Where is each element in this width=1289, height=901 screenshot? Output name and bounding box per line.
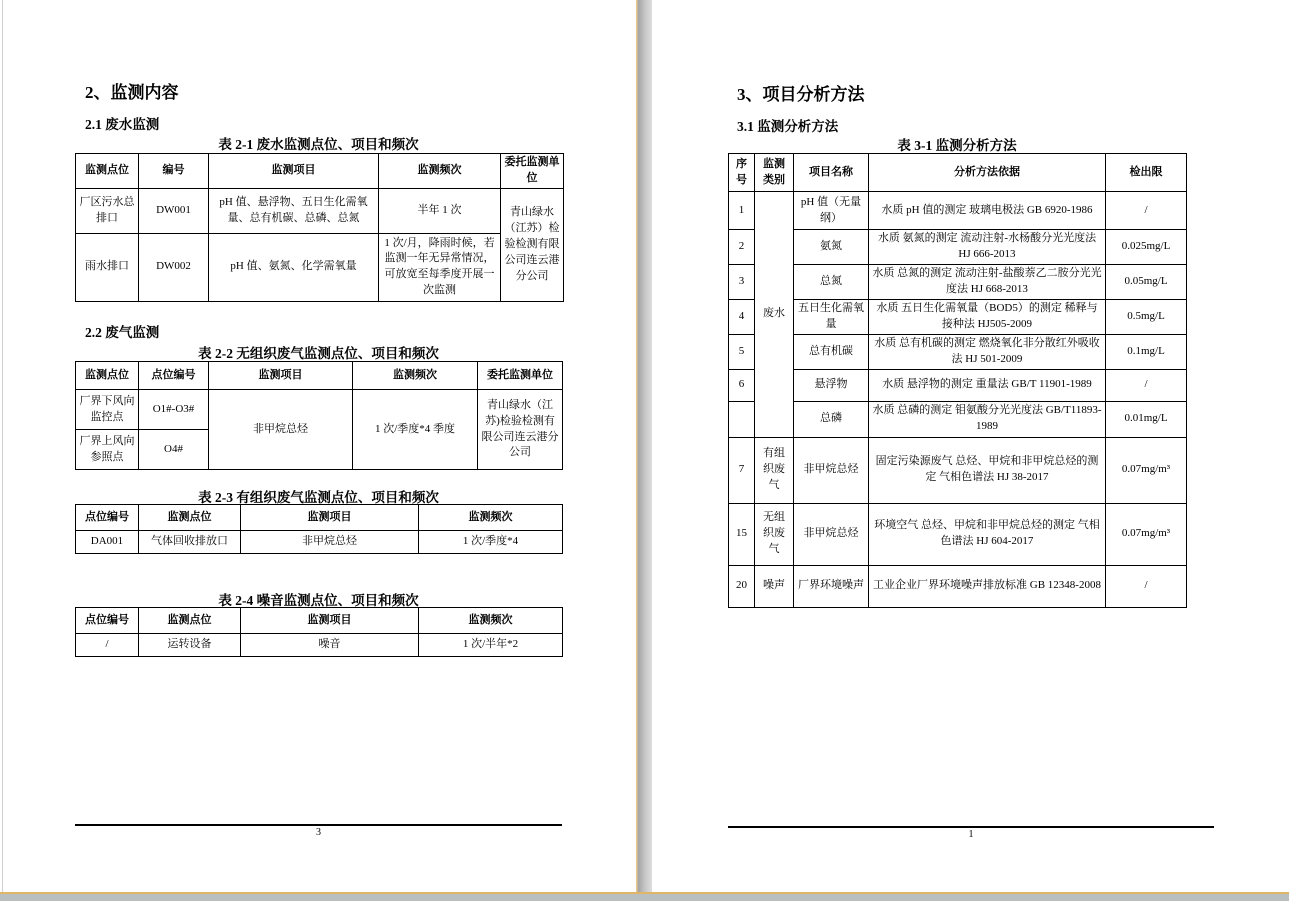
table-2-2-caption: 表 2-2 无组织废气监测点位、项目和频次 [198, 346, 439, 361]
table-cell: 0.5mg/L [1106, 299, 1187, 334]
table-cell: pH 值、氨氮、化学需氧量 [209, 233, 379, 301]
table-cell: 水质 总磷的测定 钼氨酸分光光度法 GB/T11893-1989 [869, 401, 1106, 437]
table-cell: 半年 1 次 [379, 188, 501, 233]
header-cell: 监测频次 [353, 362, 478, 390]
table-2-4 [75, 607, 563, 657]
header-cell: 监测项目 [209, 362, 353, 390]
table-cell-merged-item: 非甲烷总烃 [209, 390, 353, 470]
section-3-1-title: 3.1 监测分析方法 [737, 119, 839, 134]
table-cell: 0.05mg/L [1106, 264, 1187, 299]
table-3-1-caption: 表 3-1 监测分析方法 [897, 138, 1017, 153]
header-cell: 监测点位 [76, 154, 139, 189]
table-cell: 水质 pH 值的测定 玻璃电极法 GB 6920-1986 [869, 192, 1106, 230]
table-cell: 雨水排口 [76, 233, 139, 301]
table-cell: DA001 [76, 531, 139, 554]
table-cell: 15 [729, 503, 755, 565]
table-cell: 噪音 [241, 634, 419, 657]
header-cell: 点位编号 [76, 505, 139, 531]
footer-rule [75, 824, 562, 826]
table-cell: 总有机碳 [794, 334, 869, 369]
table-cell: 非甲烷总烃 [794, 503, 869, 565]
table-cell: 厂界环境噪声 [794, 565, 869, 607]
page-1 [652, 0, 1289, 893]
table-2-4-caption: 表 2-4 噪音监测点位、项目和频次 [218, 593, 419, 608]
header-cell: 序号 [729, 154, 755, 192]
table-2-1-caption: 表 2-1 废水监测点位、项目和频次 [218, 137, 419, 152]
table-2-3 [75, 504, 563, 554]
table-3-1 [728, 153, 1187, 608]
table-cell: 气体回收排放口 [139, 531, 241, 554]
section-2-2-title: 2.2 废气监测 [85, 325, 160, 340]
table-cell: 非甲烷总烃 [241, 531, 419, 554]
header-cell: 监测点位 [76, 362, 139, 390]
header-cell: 点位编号 [76, 608, 139, 634]
table-cell: 氨氮 [794, 230, 869, 265]
table-cell: 水质 总有机碳的测定 燃烧氧化非分散红外吸收法 HJ 501-2009 [869, 334, 1106, 369]
table-cell: 0.07mg/m³ [1106, 503, 1187, 565]
table-cell: DW001 [139, 188, 209, 233]
table-cell: / [76, 634, 139, 657]
page-number: 1 [968, 829, 974, 840]
table-cell: 3 [729, 264, 755, 299]
table-cell: 悬浮物 [794, 369, 869, 401]
table-cell: 总氮 [794, 264, 869, 299]
viewer-bottom-band [0, 894, 1289, 901]
table-cell: 4 [729, 299, 755, 334]
table-cell-merged-unit: 青山绿水（江苏)检验检测有限公司连云港分公司 [478, 390, 563, 470]
table-cell-category-organized-gas: 有组织废气 [755, 437, 794, 503]
table-cell: 非甲烷总烃 [794, 437, 869, 503]
table-cell-category-noise: 噪声 [755, 565, 794, 607]
header-cell: 委托监测单位 [478, 362, 563, 390]
header-cell: 点位编号 [139, 362, 209, 390]
table-cell: 1 次/月，降雨时候，若监测一年无异常情况，可放宽至每季度开展一次监测 [379, 233, 501, 301]
header-cell: 分析方法依据 [869, 154, 1106, 192]
table-cell: 工业企业厂界环境噪声排放标准 GB 12348-2008 [869, 565, 1106, 607]
table-2-3-caption: 表 2-3 有组织废气监测点位、项目和频次 [198, 490, 439, 505]
table-cell: pH 值、悬浮物、五日生化需氧量、总有机碳、总磷、总氮 [209, 188, 379, 233]
table-cell: 7 [729, 437, 755, 503]
table-cell: 0.025mg/L [1106, 230, 1187, 265]
table-cell: DW002 [139, 233, 209, 301]
table-cell-category-fugitive-gas: 无组织废气 [755, 503, 794, 565]
table-cell: 2 [729, 230, 755, 265]
page-number: 3 [316, 827, 321, 838]
header-cell: 监测频次 [419, 505, 563, 531]
table-cell: 6 [729, 369, 755, 401]
table-cell: 水质 悬浮物的测定 重量法 GB/T 11901-1989 [869, 369, 1106, 401]
header-cell: 监测项目 [209, 154, 379, 189]
table-cell: O4# [139, 430, 209, 470]
page-gap-divider [636, 0, 652, 893]
table-cell: 1 次/半年*2 [419, 634, 563, 657]
table-cell: 厂界下风向监控点 [76, 390, 139, 430]
table-cell: 1 [729, 192, 755, 230]
table-cell: / [1106, 192, 1187, 230]
header-cell: 项目名称 [794, 154, 869, 192]
table-cell-merged-unit: 青山绿水（江苏）检验检测有限公司连云港分公司 [501, 188, 564, 301]
section-3-title: 3、项目分析方法 [737, 85, 865, 104]
header-cell: 监测项目 [241, 608, 419, 634]
table-cell: 1 次/季度*4 [419, 531, 563, 554]
table-cell: / [1106, 565, 1187, 607]
table-cell: 0.07mg/m³ [1106, 437, 1187, 503]
footer-rule [728, 826, 1214, 828]
table-cell: 固定污染源废气 总烃、甲烷和非甲烷总烃的测定 气相色谱法 HJ 38-2017 [869, 437, 1106, 503]
table-cell: 5 [729, 334, 755, 369]
table-cell: 总磷 [794, 401, 869, 437]
table-cell-merged-freq: 1 次/季度*4 季度 [353, 390, 478, 470]
table-2-1 [75, 153, 564, 302]
table-cell: 0.01mg/L [1106, 401, 1187, 437]
header-cell: 监测类别 [755, 154, 794, 192]
section-2-title: 2、监测内容 [85, 83, 179, 102]
table-2-2 [75, 361, 563, 470]
table-cell: 水质 五日生化需氧量（BOD5）的测定 稀释与接种法 HJ505-2009 [869, 299, 1106, 334]
table-cell: 环境空气 总烃、甲烷和非甲烷总烃的测定 气相色谱法 HJ 604-2017 [869, 503, 1106, 565]
header-cell: 编号 [139, 154, 209, 189]
section-2-1-title: 2.1 废水监测 [85, 117, 160, 132]
table-cell: / [1106, 369, 1187, 401]
table-cell: 水质 总氮的测定 流动注射-盐酸萘乙二胺分光光度法 HJ 668-2013 [869, 264, 1106, 299]
table-cell: O1#-O3# [139, 390, 209, 430]
header-cell: 监测频次 [379, 154, 501, 189]
table-cell: 0.1mg/L [1106, 334, 1187, 369]
table-cell: 水质 氨氮的测定 流动注射-水杨酸分光光度法 HJ 666-2013 [869, 230, 1106, 265]
table-cell [729, 401, 755, 437]
header-cell: 监测项目 [241, 505, 419, 531]
table-cell: 厂区污水总排口 [76, 188, 139, 233]
table-cell: 厂界上风向参照点 [76, 430, 139, 470]
page-3 [3, 0, 637, 893]
table-cell: 20 [729, 565, 755, 607]
header-cell: 监测点位 [139, 608, 241, 634]
table-cell: pH 值（无量纲） [794, 192, 869, 230]
table-cell-category-wastewater: 废水 [755, 192, 794, 438]
table-cell: 五日生化需氧量 [794, 299, 869, 334]
header-cell: 检出限 [1106, 154, 1187, 192]
header-cell: 监测频次 [419, 608, 563, 634]
table-cell: 运转设备 [139, 634, 241, 657]
header-cell: 监测点位 [139, 505, 241, 531]
header-cell: 委托监测单位 [501, 154, 564, 189]
